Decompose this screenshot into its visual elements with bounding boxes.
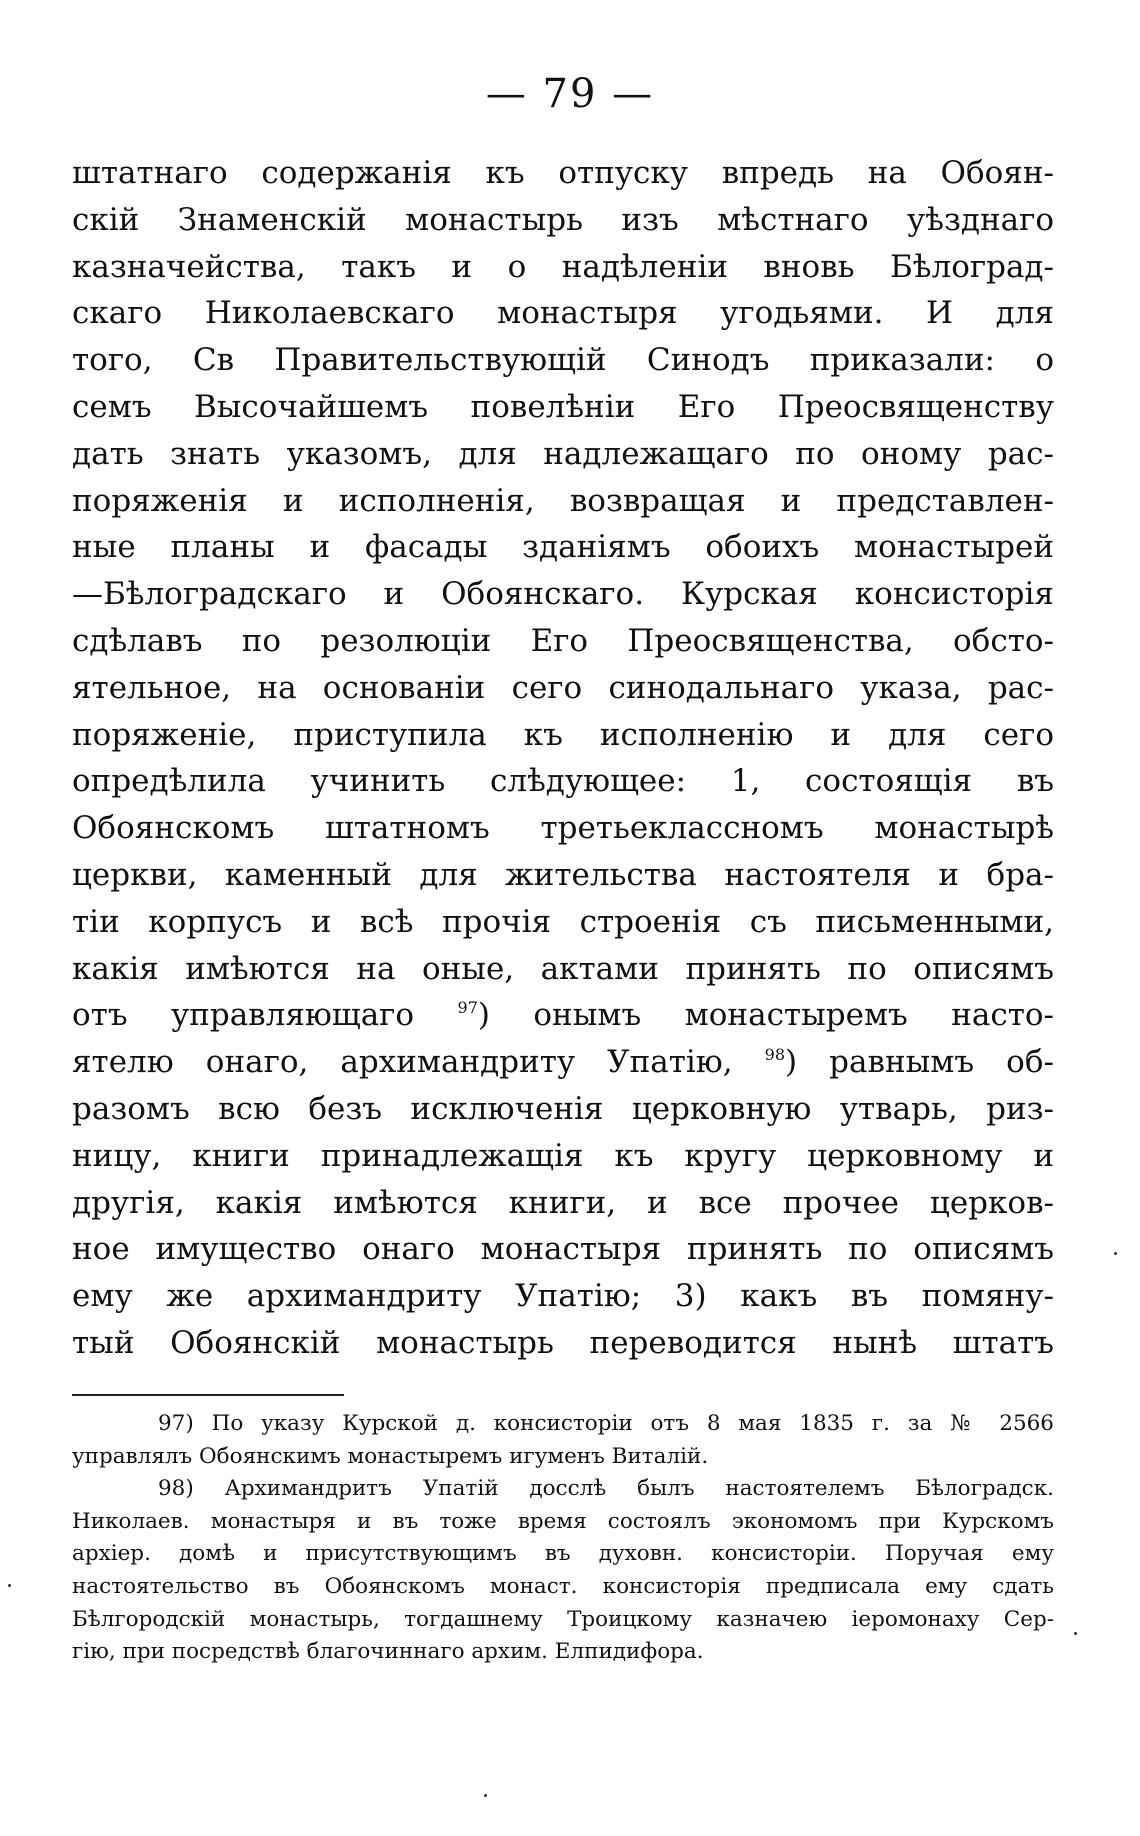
- text-line: опредѣлила учинить слѣдующее: 1, состоящія въ: [72, 763, 1054, 800]
- text-line: дать знать указомъ, для надлежащаго по оному рас-: [72, 435, 1054, 472]
- footnote-line: управлялъ Обоянскимъ монастыремъ игуменъ Виталій.: [72, 1443, 709, 1469]
- footnote-line: 97) По указу Курской д. консисторіи отъ 8 мая 1835 г. за № 2566: [158, 1411, 1054, 1436]
- text-line-with-footnote-ref: [72, 992, 1054, 1039]
- text-line: скаго Николаевскаго монастыря угодьями. И для: [72, 295, 1054, 332]
- text-line: сдѣлавъ по резолюціи Его Преосвященства, обсто-: [72, 622, 1054, 659]
- line-text: отъ управляющаго: [72, 997, 458, 1034]
- text-line: скій Знаменскій монастырь изъ мѣстнаго уѣзднаго: [72, 201, 1054, 238]
- text-line: поряженія и исполненія, возвращая и представлен-: [72, 482, 1054, 519]
- footnotes: [72, 1408, 1054, 1669]
- footnote-line: 98) Архимандритъ Упатій досслѣ былъ настоятелемъ Бѣлоградск.: [158, 1476, 1054, 1502]
- text-line: другія, какія имѣются книги, и все прочее церков-: [72, 1184, 1054, 1221]
- text-line: церкви, каменный для жительства настоятеля и бра-: [72, 856, 1054, 893]
- scan-speck: [484, 1794, 487, 1797]
- line-text: ) равнымъ об-: [785, 1044, 1054, 1081]
- footnote-line: Бѣлгородскій монастырь, тогдашнему Троицкому казначею іеромонаху Сер-: [72, 1606, 1054, 1632]
- footnote-line: Николаев. монастыря и въ тоже время состоялъ экономомъ при Курскомъ: [72, 1508, 1054, 1534]
- line-text: ) онымъ монастыремъ насто-: [477, 997, 1054, 1034]
- footnote-line: настоятельство въ Обоянскомъ монаст. консисторія предписала ему сдать: [72, 1573, 1054, 1599]
- text-line: ятельное, на основаніи сего синодальнаго указа, рас-: [72, 669, 1054, 706]
- footnote-98: [72, 1473, 1054, 1669]
- scan-speck: [8, 1584, 11, 1587]
- page-number: — 79 —: [485, 71, 655, 117]
- text-line: тіи корпусъ и всѣ прочія строенія съ письменными,: [72, 903, 1054, 940]
- text-line: семъ Высочайшемъ повелѣніи Его Преосвященству: [72, 388, 1054, 425]
- text-line: ницу, книги принадлежащія къ кругу церковному и: [72, 1137, 1054, 1174]
- text-line: того, Св Правительствующій Синодъ приказали: о: [72, 342, 1054, 379]
- text-line: разомъ всю безъ исключенія церковную утварь, риз-: [72, 1090, 1054, 1127]
- text-line: поряженіе, приступила къ исполненію и для сего: [72, 716, 1054, 753]
- footnote-line: архіер. домѣ и присутствующимъ въ духовн. консисторіи. Поручая ему: [72, 1541, 1054, 1567]
- text-line: ное имущество онаго монастыря принять по описямъ: [72, 1231, 1054, 1268]
- text-line: штатнаго содержанія къ отпуску впредь на Обоян-: [72, 155, 1054, 191]
- main-text: [72, 150, 1054, 1367]
- text-line: какія имѣются на оные, актами принять по описямъ: [72, 950, 1054, 987]
- text-line-with-footnote-ref: [72, 1039, 1054, 1086]
- text-line: казначейства, такъ и о надѣленіи вновь Бѣлоград-: [72, 248, 1054, 285]
- line-text: ятелю онаго, архимандриту Упатію,: [72, 1044, 765, 1081]
- text-line: —Бѣлоградскаго и Обоянскаго. Курская консисторія: [72, 576, 1054, 613]
- text-line: ему же архимандриту Упатію; 3) какъ въ помяну-: [72, 1278, 1054, 1315]
- footnote-ref-98[interactable]: 98: [764, 1045, 786, 1065]
- footnote-ref-97[interactable]: 97: [457, 998, 478, 1018]
- footnote-97: [72, 1408, 1054, 1473]
- scan-speck: [1074, 1632, 1077, 1635]
- footnote-divider: [72, 1394, 344, 1396]
- text-line: тый Обоянскій монастырь переводится нынѣ штатъ: [72, 1324, 1054, 1361]
- scan-speck: [1114, 1252, 1117, 1255]
- text-line: Обоянскомъ штатномъ третьеклассномъ монастырѣ: [72, 810, 1054, 847]
- footnote-line: гію, при посредствѣ благочиннаго архим. Елпидифора.: [72, 1639, 704, 1665]
- text-line: ные планы и фасады зданіямъ обоихъ монастырей: [72, 529, 1054, 566]
